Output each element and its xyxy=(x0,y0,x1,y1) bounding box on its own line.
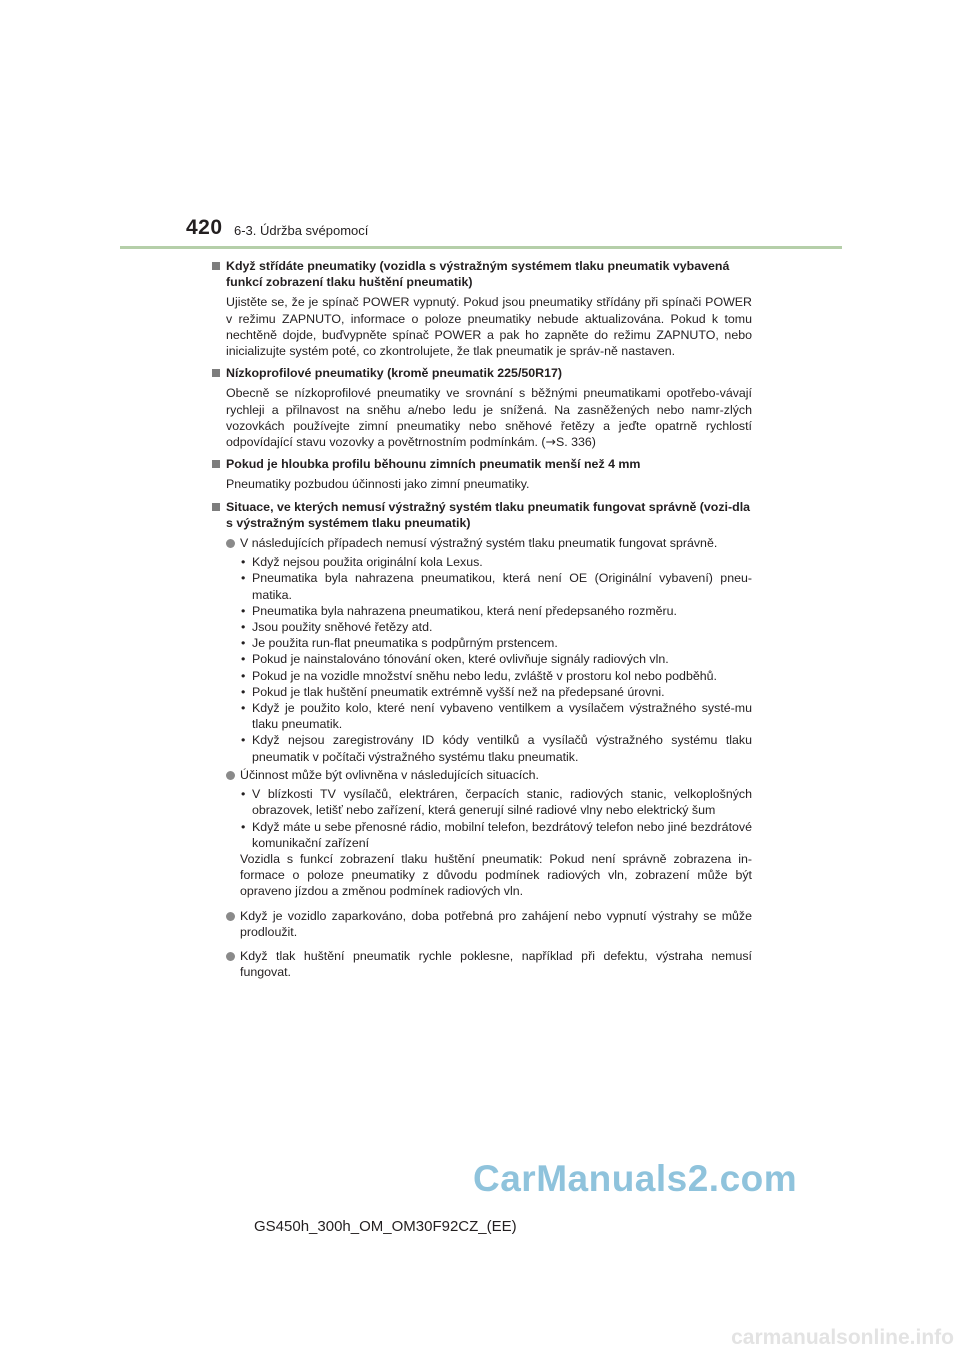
circle-bullet-item xyxy=(212,535,752,551)
dot-marker: • xyxy=(241,787,246,802)
section-title: 6-3. Údržba svépomocí xyxy=(234,223,369,238)
section-low-profile xyxy=(212,365,752,450)
square-bullet-icon xyxy=(212,503,220,511)
sub-list-item: • Pneumatika byla nahrazena pneumatikou, která není předepsaného rozměru. xyxy=(241,603,677,618)
sub-list-item: • Pokud je nainstalováno tónování oken, které ovlivňuje signály radiových vln. xyxy=(241,652,669,667)
dot-marker: • xyxy=(241,684,246,699)
circle-bullet-item xyxy=(212,908,752,940)
dot-marker: • xyxy=(241,603,246,618)
dot-marker: • xyxy=(241,555,246,570)
sub-list-item: • Když nejsou zaregistrovány ID kódy ventilků a vysílačů výstražného systému tlaku pneumatik v počítači výstražného systému tlaku pneumatik. xyxy=(241,733,752,764)
heading-text: Když střídáte pneumatiky (vozidla s výstražným systémem tlaku pneumatik vybavená funkcí zobrazení tlaku huštění pneumatik) xyxy=(226,259,730,290)
sub-list-item: • Když je použito kolo, které není vybaveno ventilkem a vysílačem výstražného systé-mu tlaku pneumatik. xyxy=(241,701,752,732)
circle-bullet-icon xyxy=(226,912,235,921)
dot-marker: • xyxy=(241,620,246,635)
dot-marker: • xyxy=(241,733,246,748)
circle-bullet-item xyxy=(212,948,752,980)
heading-text: Nízkoprofilové pneumatiky (kromě pneumatik 225/50R17) xyxy=(226,366,563,381)
sub-list-item: • V blízkosti TV vysílačů, elektráren, čerpacích stanic, radiových stanic, velkoplošných obrazovek, letišť nebo zařízení, která generují silné radiové vlny nebo elektrický šum xyxy=(241,787,752,818)
page-number: 420 xyxy=(186,216,223,239)
section-heading xyxy=(212,456,752,472)
circle-bullet-icon xyxy=(226,771,235,780)
sub-list-item: • Pokud je na vozidle množství sněhu nebo ledu, zvláště v prostoru kol nebo podběhů. xyxy=(241,668,717,683)
heading-text: Situace, ve kterých nemusí výstražný systém tlaku pneumatik fungovat správně (vozi-dla s výstražným systémem tlaku pneumatik) xyxy=(226,499,751,530)
section-heading xyxy=(212,258,752,290)
section-rotation xyxy=(212,258,752,359)
bullet-text: Účinnost může být ovlivněna v následujících situacích. xyxy=(240,767,539,782)
bullet-text: Když je vozidlo zaparkováno, doba potřebná pro zahájení nebo vypnutí výstrahy se může prodloužit. xyxy=(240,908,752,939)
circle-bullet-item xyxy=(212,767,752,783)
sub-list-item: • Je použita run-flat pneumatika s podpůrným prstencem. xyxy=(241,636,558,651)
sub-list xyxy=(212,554,752,765)
page-content xyxy=(212,258,752,986)
sub-list-item: • Když máte u sebe přenosné rádio, mobilní telefon, bezdrátový telefon nebo jiné bezdrátové komunikační zařízení xyxy=(241,819,752,850)
watermark-logo: CarManuals2.com xyxy=(473,1158,798,1199)
sub-list xyxy=(212,786,752,851)
dot-marker: • xyxy=(241,571,246,586)
section-situations xyxy=(212,499,752,981)
sub-list-item: • Když nejsou použita originální kola Lexus. xyxy=(241,555,483,570)
section-body: Pneumatiky pozbudou účinnosti jako zimní pneumatiky. xyxy=(226,477,530,492)
circle-bullet-icon xyxy=(226,539,235,548)
dot-marker: • xyxy=(241,652,246,667)
square-bullet-icon xyxy=(212,460,220,468)
footer-site-watermark: carmanualsonline.info xyxy=(731,1326,954,1349)
heading-text: Pokud je hloubka profilu běhounu zimních pneumatik menší než 4 mm xyxy=(226,457,641,472)
square-bullet-icon xyxy=(212,262,220,270)
dot-marker: • xyxy=(241,636,246,651)
sub-list-item: • Pokud je tlak huštění pneumatik extrémně vyšší než na předepsané úrovni. xyxy=(241,684,665,699)
section-tread-depth xyxy=(212,456,752,492)
dot-marker: • xyxy=(241,668,246,683)
sub-list-item: • Pneumatika byla nahrazena pneumatikou, která není OE (Originální vybavení) pneu-matika. xyxy=(241,571,752,602)
dot-marker: • xyxy=(241,701,246,716)
section-body xyxy=(212,385,752,450)
bullet-text: V následujících případech nemusí výstražný systém tlaku pneumatik fungovat správně. xyxy=(240,536,718,551)
square-bullet-icon xyxy=(212,369,220,377)
footer-document-code: GS450h_300h_OM_OM30F92CZ_(EE) xyxy=(254,1218,517,1235)
note-paragraph: Vozidla s funkcí zobrazení tlaku huštění pneumatik: Pokud není správně zobrazena in-formace o poloze pneumatiky z důvodu podmínek radiových vln, zobrazení může být opraveno jízdou a změnou podmínek radiových vln. xyxy=(240,851,752,899)
header-rule xyxy=(120,246,842,249)
page-reference-link[interactable]: S. 336) xyxy=(555,435,596,450)
arrow-icon: → xyxy=(545,434,556,450)
sub-list-item: • Jsou použity sněhové řetězy atd. xyxy=(241,620,433,635)
section-heading xyxy=(212,365,752,381)
circle-bullet-icon xyxy=(226,952,235,961)
dot-marker: • xyxy=(241,819,246,834)
section-heading xyxy=(212,499,752,531)
bullet-text: Když tlak huštění pneumatik rychle poklesne, například při defektu, výstraha nemusí fungovat. xyxy=(240,948,752,980)
section-body: Ujistěte se, že je spínač POWER vypnutý. Pokud jsou pneumatiky střídány při spínači POWER v režimu ZAPNUTO, informace o poloze pneumatiky nebude aktualizována. Pokud k tomu nechtěně dojde, buďvypněte spínač POWER a pak ho zapněte do režimu ZAPNUTO, nebo inicializujte systém poté, co zkontrolujete, že tlak pneumatik je správ-ně nastaven. xyxy=(226,295,752,359)
body-text: Obecně se nízkoprofilové pneumatiky ve srovnání s běžnými pneumatikami opotřebo-vávají rychleji a přilnavost na sněhu a/nebo ledu je snížená. Na zasněžených nebo namr-zlých vozovkách používejte zimní pneumatiky nebo sněhové řetězy a jeďte opatrně rychlostí odpovídající stavu vozovky a povětrnostním podmínkám. ( xyxy=(226,386,752,450)
